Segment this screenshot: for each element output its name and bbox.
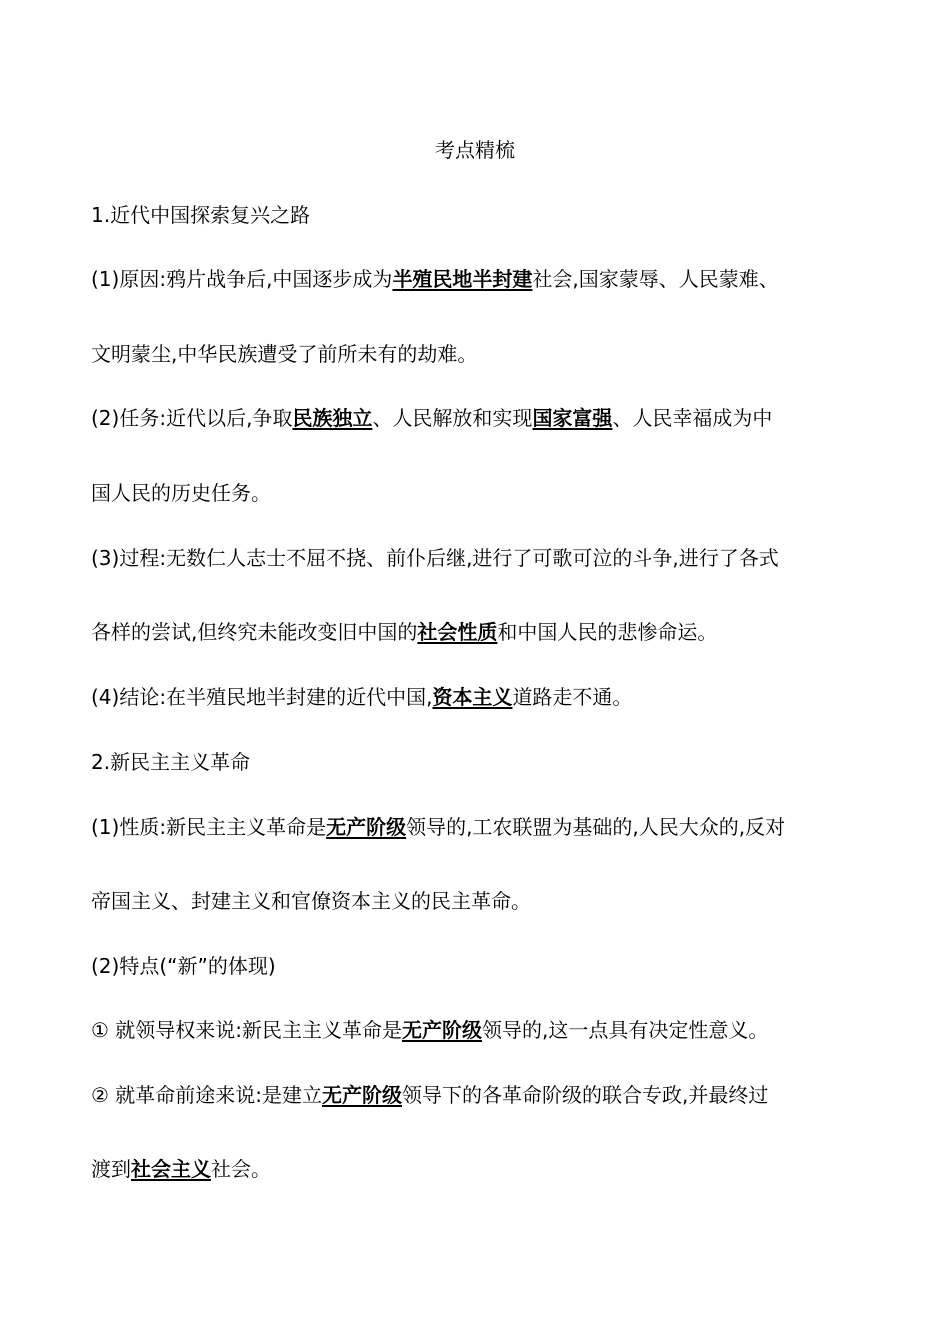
text: 领导下的各革命阶级的联合专政,并最终过 <box>402 1083 769 1107</box>
text: (1)性质:新民主主义革命是 <box>91 815 327 839</box>
features-heading: (2)特点(“新”的体现) <box>91 954 276 978</box>
feature-item-2-line-2 <box>91 1156 271 1182</box>
text: 领导的,这一点具有决定性意义。 <box>482 1018 769 1042</box>
text: (4)结论:在半殖民地半封建的近代中国, <box>91 685 433 709</box>
section-2-heading: 2.新民主主义革命 <box>91 750 251 774</box>
text: ① 就领导权来说:新民主主义革命是 <box>91 1018 403 1042</box>
keyword: 社会性质 <box>417 620 498 644</box>
text: (1)原因:鸦片战争后,中国逐步成为 <box>91 267 393 291</box>
feature-item-2-line-1 <box>91 1082 768 1108</box>
text: 社会,国家蒙辱、人民蒙难、 <box>532 267 779 291</box>
cause-line-1 <box>91 266 779 292</box>
keyword: 国家富强 <box>532 406 613 430</box>
task-line-2: 国人民的历史任务。 <box>91 481 271 505</box>
process-line-1: (3)过程:无数仁人志士不屈不挠、前仆后继,进行了可歌可泣的斗争,进行了各式 <box>91 546 779 570</box>
text: (2)任务:近代以后,争取 <box>91 406 293 430</box>
nature-line-1 <box>91 814 785 840</box>
text: 、人民解放和实现 <box>372 406 533 430</box>
text: 、人民幸福成为中 <box>612 406 773 430</box>
keyword: 资本主义 <box>432 685 513 709</box>
text: 渡到 <box>91 1157 131 1181</box>
task-line-1 <box>91 405 772 431</box>
nature-line-2: 帝国主义、封建主义和官僚资本主义的民主革命。 <box>91 889 531 913</box>
section-1-heading: 1.近代中国探索复兴之路 <box>91 203 311 227</box>
keyword: 无产阶级 <box>322 1083 403 1107</box>
feature-item-1 <box>91 1017 768 1043</box>
cause-line-2: 文明蒙尘,中华民族遭受了前所未有的劫难。 <box>91 342 478 366</box>
text: 各样的尝试,但终究未能改变旧中国的 <box>91 620 418 644</box>
page-title: 考点精梳 <box>435 138 515 162</box>
keyword: 无产阶级 <box>326 815 407 839</box>
keyword: 半殖民地半封建 <box>392 267 533 291</box>
keyword: 无产阶级 <box>402 1018 483 1042</box>
keyword: 民族独立 <box>292 406 373 430</box>
text: 社会。 <box>211 1157 271 1181</box>
text: ② 就革命前途来说:是建立 <box>91 1083 323 1107</box>
keyword: 社会主义 <box>131 1157 211 1181</box>
conclusion-line <box>91 684 632 710</box>
text: 道路走不通。 <box>512 685 633 709</box>
text: 领导的,工农联盟为基础的,人民大众的,反对 <box>406 815 786 839</box>
text: 和中国人民的悲惨命运。 <box>497 620 718 644</box>
process-line-2 <box>91 619 717 645</box>
